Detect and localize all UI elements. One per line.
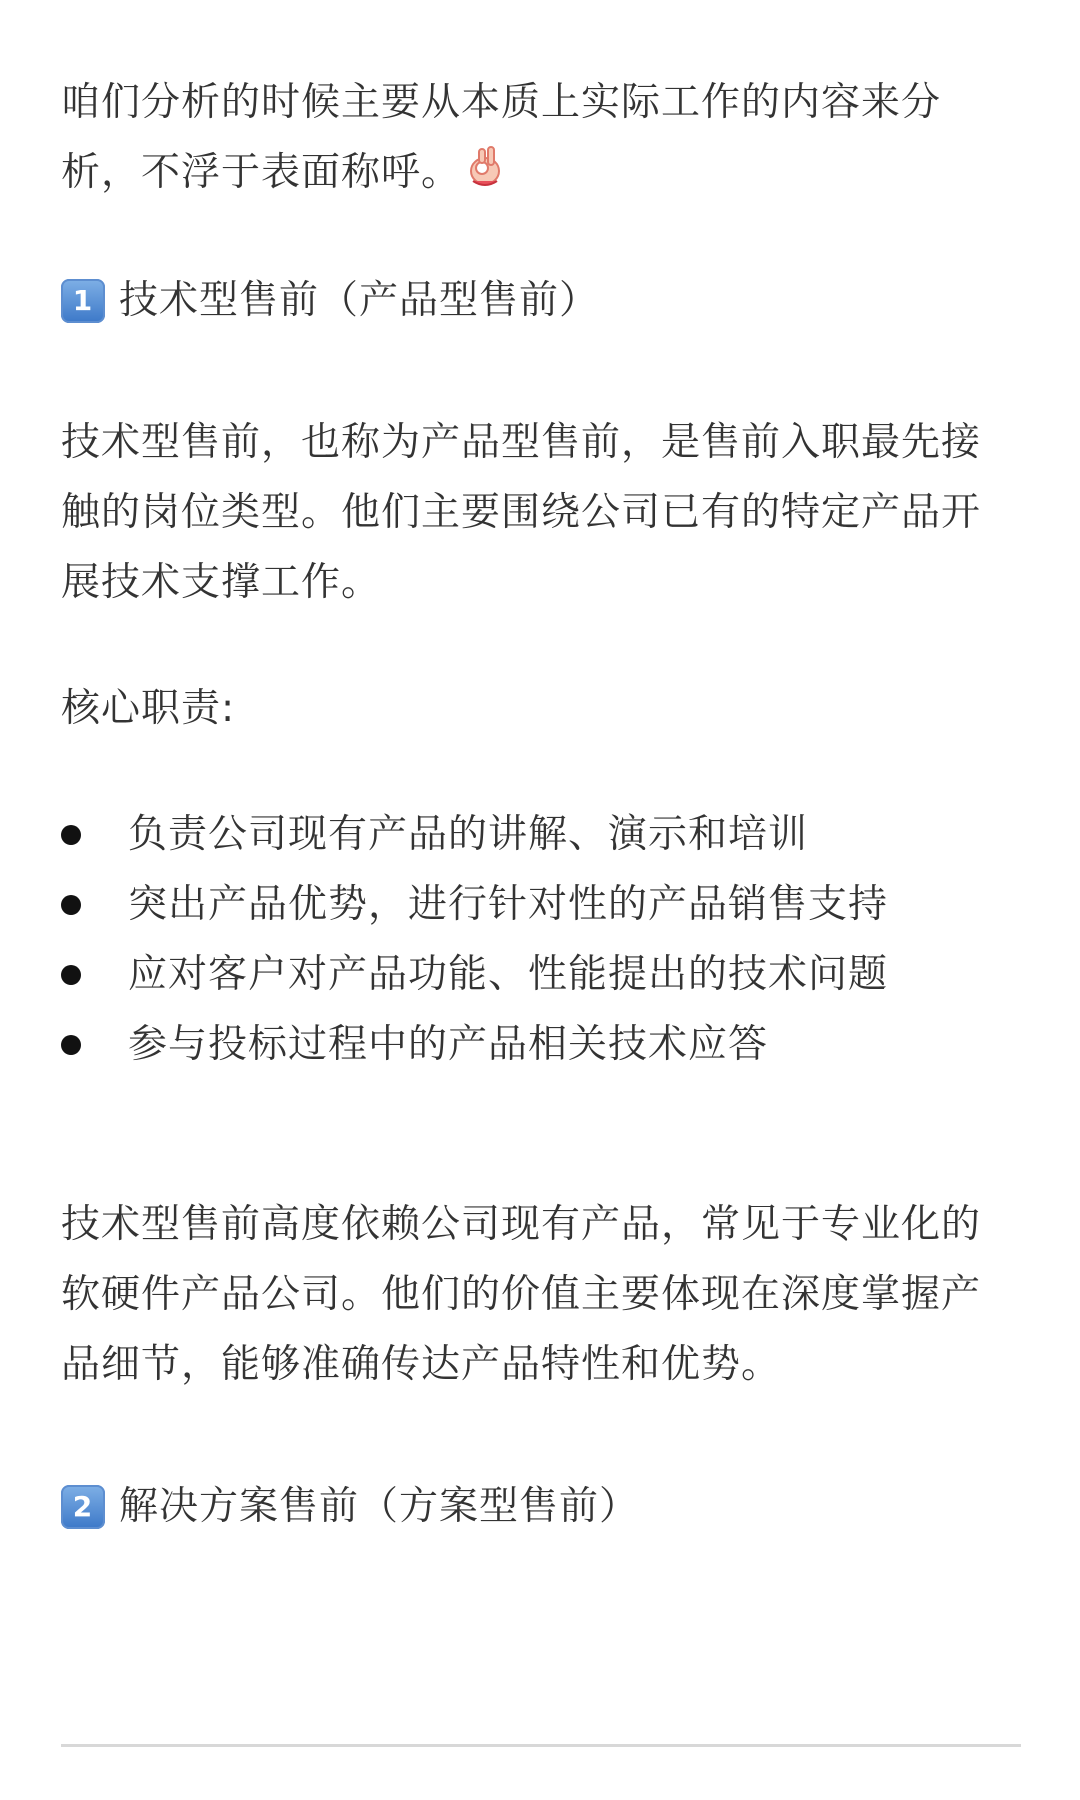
- bottom-divider: [61, 1744, 1021, 1747]
- section-1-title: 技术型售前（产品型售前）: [119, 277, 600, 323]
- list-item: 负责公司现有产品的讲解、演示和培训: [61, 800, 1021, 870]
- duties-list: [61, 800, 1021, 1080]
- summary-line: 品细节，能够准确传达产品特性和优势。: [61, 1341, 782, 1387]
- list-item: 参与投标过程中的产品相关技术应答: [61, 1010, 1021, 1080]
- bullet-icon: [61, 895, 81, 915]
- section-2-title: 解决方案售前（方案型售前）: [119, 1483, 640, 1529]
- intro-line-1: 咱们分析的时候主要从本质上实际工作的内容来分: [61, 80, 942, 125]
- article-body: [61, 68, 1021, 1542]
- desc-line: 技术型售前，也称为产品型售前，是售前入职最先接: [61, 419, 982, 465]
- section-2-heading: [61, 1472, 1021, 1542]
- section-1-heading: [61, 266, 1021, 336]
- bullet-icon: [61, 965, 81, 985]
- bullet-icon: [61, 1035, 81, 1055]
- intro-paragraph: [61, 68, 1021, 210]
- keycap-1-icon: 1: [61, 279, 105, 323]
- keycap-2-icon: 2: [61, 1485, 105, 1529]
- duties-label: 核心职责:: [61, 685, 236, 731]
- intro-line-2: 析，不浮于表面称呼。: [61, 150, 462, 195]
- section-1-summary: [61, 1190, 1021, 1400]
- desc-line: 触的岗位类型。他们主要围绕公司已有的特定产品开: [61, 489, 982, 535]
- bullet-icon: [61, 825, 81, 845]
- ok-hand-icon: [467, 140, 503, 210]
- summary-line: 软硬件产品公司。他们的价值主要体现在深度掌握产: [61, 1271, 982, 1317]
- list-item: 突出产品优势，进行针对性的产品销售支持: [61, 870, 1021, 940]
- desc-line: 展技术支撑工作。: [61, 559, 382, 605]
- section-1-description: [61, 408, 1021, 618]
- summary-line: 技术型售前高度依赖公司现有产品，常见于专业化的: [61, 1201, 982, 1247]
- list-item: 应对客户对产品功能、性能提出的技术问题: [61, 940, 1021, 1010]
